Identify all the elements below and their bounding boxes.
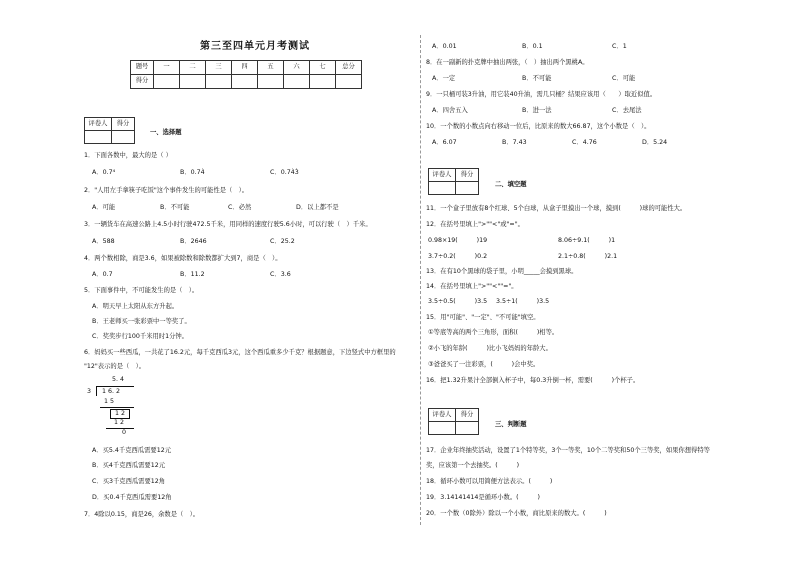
question-6-line-2: "12"表示的是（ ）。 <box>84 363 146 370</box>
question-8: 8．在一副新的扑克牌中抽出两张，（ ）抽出两个黑桃A。 <box>426 59 589 66</box>
score-cell[interactable] <box>112 131 135 144</box>
question-20: 20．一个数（0除外）除以一个小数，商比原来的数大。( ) <box>426 510 607 517</box>
q5-option-b[interactable]: B．王老师买一张彩票中一等奖了。 <box>92 318 191 325</box>
score-cell[interactable] <box>232 75 258 89</box>
q7-option-a[interactable]: A．0.01 <box>432 43 457 50</box>
q4-option-c[interactable]: C．3.6 <box>270 271 291 278</box>
division-bracket <box>96 386 97 396</box>
score-label: 得分 <box>456 409 479 422</box>
q8-option-c[interactable]: C．可能 <box>612 75 636 82</box>
score-label: 得分 <box>112 118 135 131</box>
score-label: 得分 <box>456 169 479 182</box>
q12-item-1[interactable]: 0.98×19( )19 <box>428 237 488 244</box>
q6-option-d[interactable]: D．买0.4千克西瓜需要12角 <box>92 494 172 501</box>
score-table <box>130 60 362 89</box>
q10-option-b[interactable]: B．7.43 <box>502 139 527 146</box>
division-quotient: 5. 4 <box>112 376 125 383</box>
score-header-cell: 题号 <box>131 61 154 75</box>
score-cell[interactable] <box>206 75 232 89</box>
section1-title: 一、选择题 <box>150 129 182 136</box>
question-17-line-2: 奖，应该第一个去抽奖。( ) <box>426 462 520 469</box>
question-2: 2．"人用左手拿筷子吃饭"这个事件发生的可能性是（ ）。 <box>84 187 249 194</box>
q7-option-c[interactable]: C．1 <box>612 43 627 50</box>
section3-title: 三、判断题 <box>495 421 527 428</box>
q1-option-a[interactable]: A．0.7⁴ <box>92 169 116 176</box>
q10-option-c[interactable]: C．4.76 <box>572 139 597 146</box>
q7-option-b[interactable]: B．0.1 <box>522 43 543 50</box>
question-6-line-1: 6．妈妈买一些西瓜，一共花了16.2元，每千克西瓜3元，这个西瓜重多少千克？根据题意，下边竖式中方框里的 <box>84 349 396 356</box>
question-4: 4．两个数相除，商是3.6，如果被除数和除数都扩大到7，商是（ ）。 <box>84 255 282 262</box>
score-header-cell: 三 <box>206 61 232 75</box>
question-11: 11．一个盒子里放有8个红球、5个白球，从盒子里摸出一个球，摸到( )球的可能性大。 <box>426 205 687 212</box>
q5-option-a[interactable]: A．明天早上太阳从东方升起。 <box>92 303 179 310</box>
question-15: 15．用"可能"、"一定"、"不可能"填空。 <box>426 314 540 321</box>
q8-option-a[interactable]: A．一定 <box>432 75 456 82</box>
q15-item-1[interactable]: ①等底等高的两个三角形，面积( )相等。 <box>428 329 559 336</box>
q10-option-a[interactable]: A．6.07 <box>432 139 457 146</box>
q6-option-c[interactable]: C．买3千克西瓜需要12角 <box>92 478 166 485</box>
question-3: 3．一辆货车在高速公路上4.5小时行驶472.5千米，用同样的速度行驶5.6小时，可以行驶（ ）千米。 <box>84 221 372 228</box>
question-9: 9．一只桶可装3升油，用它装40升油，需几只桶？结果应该用（ ）取近似值。 <box>426 91 657 98</box>
question-7: 7．4除以0.15，商是26，余数是（ ）。 <box>84 511 200 518</box>
q9-option-b[interactable]: B．进一法 <box>522 107 552 114</box>
reviewer-label: 评卷人 <box>429 169 456 182</box>
score-header-cell: 二 <box>180 61 206 75</box>
score-cell[interactable] <box>154 75 180 89</box>
question-14: 14．在括号里填上">""<""="。 <box>426 283 518 290</box>
q3-option-c[interactable]: C．25.2 <box>270 238 295 245</box>
score-header-cell: 五 <box>258 61 284 75</box>
score-table-score-row <box>131 75 362 89</box>
score-cell[interactable] <box>310 75 336 89</box>
q2-option-a[interactable]: A．可能 <box>92 204 116 211</box>
question-1: 1．下面各数中，最大的是（ ） <box>84 152 172 159</box>
q12-item-4[interactable]: 2.1÷0.8( )2.1 <box>558 253 618 260</box>
division-remainder: 0 <box>122 429 127 436</box>
score-cell[interactable] <box>284 75 310 89</box>
division-line <box>100 407 134 408</box>
division-step-1: 1 5 <box>104 398 115 405</box>
page-title: 第三至四单元月考测试 <box>200 41 310 52</box>
question-12: 12．在括号里填上">""<"或"="。 <box>426 221 524 228</box>
q15-item-3[interactable]: ③爸爸买了一注彩票，( )会中奖。 <box>428 361 540 368</box>
reviewer-label: 评卷人 <box>429 409 456 422</box>
division-bar <box>96 386 134 387</box>
question-16: 16．把1.32升果汁全部倒入杯子中，每0.3升倒一杯，需要( )个杯子。 <box>426 377 640 384</box>
section1-score-box <box>84 117 135 144</box>
question-5: 5．下面事件中，不可能发生的是（ ）。 <box>84 287 199 294</box>
score-cell[interactable] <box>180 75 206 89</box>
q5-option-c[interactable]: C．奖奖步行100千米用时1分钟。 <box>92 333 188 340</box>
q2-option-c[interactable]: C．必然 <box>228 204 252 211</box>
score-header-cell: 四 <box>232 61 258 75</box>
score-cell[interactable] <box>456 422 479 435</box>
division-boxed-12: 1 2 <box>110 409 130 419</box>
division-divisor: 3 <box>87 388 92 395</box>
q3-option-a[interactable]: A．588 <box>92 238 115 245</box>
q12-item-3[interactable]: 3.7÷0.2( )0.2 <box>428 253 488 260</box>
division-dividend: 1 6. 2 <box>102 388 121 395</box>
q1-option-c[interactable]: C．0.74̇3̇ <box>270 169 299 176</box>
q8-option-b[interactable]: B．不可能 <box>522 75 552 82</box>
q14-item-2[interactable]: 3.5÷1( )3.5 <box>496 298 550 305</box>
division-line <box>106 428 134 429</box>
q15-item-2[interactable]: ②小飞的年龄( )比小飞妈妈的年龄大。 <box>428 345 552 352</box>
question-18: 18．循环小数可以用简便方法表示。( ) <box>426 478 553 485</box>
score-cell[interactable] <box>258 75 284 89</box>
q1-option-b[interactable]: B．0.74̇ <box>180 169 205 176</box>
q4-option-a[interactable]: A．0.7 <box>92 271 113 278</box>
score-header-cell: 七 <box>310 61 336 75</box>
question-17-line-1: 17．企业年终抽奖活动，设置了1个特等奖，3个一等奖，10个二等奖和50个三等奖，如果你想得特等 <box>426 447 710 454</box>
q3-option-b[interactable]: B．2646 <box>180 238 207 245</box>
q10-option-d[interactable]: D．5.24 <box>642 139 668 146</box>
score-row-label: 得分 <box>131 75 154 89</box>
question-19: 19．3.14141414是循环小数。( ) <box>426 494 540 501</box>
score-header-cell: 总分 <box>336 61 362 75</box>
column-divider <box>420 35 421 525</box>
q2-option-d[interactable]: D．以上都不是 <box>296 204 339 211</box>
q14-item-1[interactable]: 3.5÷0.5( )3.5 <box>428 298 488 305</box>
reviewer-cell[interactable] <box>85 131 112 144</box>
q9-option-a[interactable]: A．四舍五入 <box>432 107 468 114</box>
score-cell[interactable] <box>456 182 479 195</box>
section2-title: 二、填空题 <box>495 181 527 188</box>
section2-score-box <box>428 168 479 195</box>
q9-option-c[interactable]: C．去尾法 <box>612 107 642 114</box>
q2-option-b[interactable]: B．不可能 <box>160 204 190 211</box>
division-step-2: 1 2 <box>114 419 125 426</box>
q6-option-a[interactable]: A．买5.4千克西瓜需要12元 <box>92 447 172 454</box>
q4-option-b[interactable]: B．11.2 <box>180 271 205 278</box>
score-header-cell: 六 <box>284 61 310 75</box>
section3-score-box <box>428 408 479 435</box>
q12-item-2[interactable]: 8.06÷9.1( )1 <box>558 237 616 244</box>
score-header-cell: 一 <box>154 61 180 75</box>
score-cell[interactable] <box>336 75 362 89</box>
score-table-header-row <box>131 61 362 75</box>
reviewer-cell[interactable] <box>429 182 456 195</box>
reviewer-label: 评卷人 <box>85 118 112 131</box>
question-10: 10．一个数的小数点向右移动一位后，比原来的数大66.87，这个小数是（ ）。 <box>426 123 651 130</box>
reviewer-cell[interactable] <box>429 422 456 435</box>
q6-option-b[interactable]: B．买4千克西瓜需要12元 <box>92 462 166 469</box>
question-13: 13．在有10个黑球的袋子里，小明_____会摸到黑球。 <box>426 268 578 275</box>
